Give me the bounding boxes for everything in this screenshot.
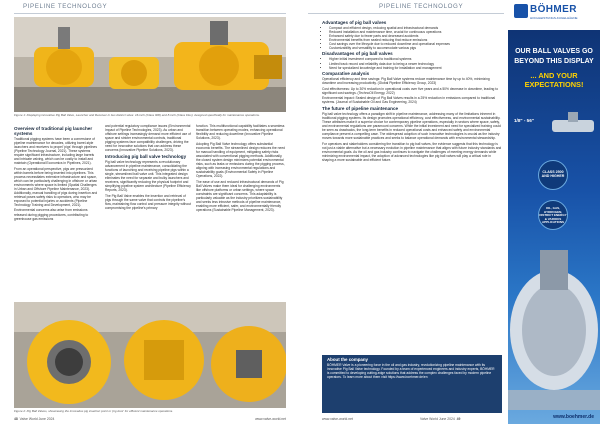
figure-1-photo xyxy=(14,17,286,112)
paragraph: function. This multifunctional capability facilitates a seamless transition between operating modes, enhancing operational flexibility and reducing downtime (Innovative Pipeline Solutions, 2023). xyxy=(196,124,285,141)
about-heading: About the company xyxy=(327,357,368,362)
right-page xyxy=(300,0,600,424)
list-item: • Compact and efficient design, reducing spatial and infrastructural demands xyxy=(329,26,502,30)
paragraph: Pig ball valve technology represents a revolutionary advancement in pipeline maintenance, consolidating the functions of launching and receiving pipeline pigs within a single, streamlined ball valve unit. This integrated design eliminates the need for separate and bulky launchers and receivers, significantly reducing the physical footprint and simplifying pipeline system architecture (Pipeline Efficiency Reports, 2023). xyxy=(105,159,191,193)
ad-brand: BÖHMER xyxy=(530,4,577,15)
paragraph: Pig ball valve technology offers a paradigm shift in pipeline maintenance, addressing many of the limitations inherent in traditional pigging systems. Its design promotes operational efficiency, cost effectiveness, and environmental sustainability. These attributes make it a superior choice for contemporary pipeline operations, especially in sectors where space, safety, and environmental regulations are paramount concerns. While the initial investment and need for specialized training could be seen as drawbacks, the long-term benefits in reduced operational costs and enhanced safety and environmental compliance present a compelling case. The widespread adoption of such innovative technologies is crucial as the industry moves towards more sustainable practices and seeks to balance operational demands with environmental stewardship. xyxy=(322,112,501,141)
list-item: • Enhanced safety due to fewer parts and decreased accidents xyxy=(329,34,502,38)
paragraph: and potential regulatory compliance issues (Environmental Impact of Pipeline Technologies, 2023). As urban and offshore settings increasingly demand more efficient use of space and stricter environmental controls, traditional pigging systems face compatibility challenges, driving the need for innovative solutions that can address these concerns (Innovative Pipeline Solutions, 2023). xyxy=(105,124,191,153)
footer-left xyxy=(14,417,54,421)
ad-headline-1: OUR BALL VALVES GO xyxy=(515,48,593,55)
list-item: • Higher initial investment compared to traditional systems xyxy=(329,57,502,61)
large-ball-valve-illustration xyxy=(508,240,600,410)
paragraph: Traditional pigging systems have been a cornerstone of pipeline maintenance for decades, utilizing barrel-style launchers and receivers to propel 'pigs' through pipelines (Pipeline Technology Journal, 2021). These systems require significant infrastructure, including large barrels and intricate valving, which can be costly to install and maintain (Operational Economics in Pipelines, 2021). xyxy=(14,136,97,165)
figure-1-caption: Figure 1: Displaying innovative Pig Ball Valve, Launcher and Receiver in two distinct sizes: 16-inch (Class 900) and 8-inch (Class Flex), designed specifically for maintenance operations. xyxy=(14,113,260,117)
boehmer-advertisement[interactable] xyxy=(508,0,600,424)
paragraph: Environmental impact: Sealed design of Pig Ball Valves results in a 25% reduction in emissions compared to traditional systems. (Journal of Sustainable Oil and Gas Engineering, 2024) xyxy=(322,96,496,105)
list-item: • Need for specialized knowledge and training for installation and management xyxy=(329,66,502,70)
paragraph: The ease of use and reduced infrastructural demands of Pig Ball Valves make them ideal for challenging environments like offshore platforms or urban settings, where space constraints are significant concerns. This adaptability is particularly valuable as the industry prioritizes sustainability and seeks less intrusive methods of pipeline maintenance, enabling more efficient, safer, and environmentally friendly operations (Sustainable Pipeline Management, 2023). xyxy=(196,179,284,212)
footer-right xyxy=(420,417,460,421)
header-rule-right xyxy=(308,13,504,14)
column-2 xyxy=(105,124,191,211)
ad-headline-2: BEYOND THIS DISPLAY xyxy=(514,58,594,65)
paragraph: Operational efficiency and time savings: Pig Ball Valve systems reduce maintenance time by up to 40%, minimizing downtime and increasing productivity. (Global Pipeline Efficiency Group, 2023) xyxy=(322,77,490,86)
badge-class-2500: CLASS 2500 AND HIGHER xyxy=(538,160,568,190)
paragraph: Adopting Pig Ball Valve technology offers substantial economic benefits. The streamlined design reduces the need for manual handling of equipment, mitigating safety risks associated with conventional pigging methods. Additionally, the closed system design minimizes potential environmental risks, such as leaks or emissions during the pigging process, aligning with increasing environmental regulations and sustainability goals (Environmental Safety in Pipeline Operations, 2022). xyxy=(196,141,286,179)
advantages-heading: Advantages of pig ball valves xyxy=(322,19,387,25)
column-3 xyxy=(196,124,286,213)
paragraph: Environmental concerns also arise from emissions released during pigging procedures, contributing to greenhouse gas emissions xyxy=(14,208,89,221)
advantages-list xyxy=(322,26,502,50)
list-item: • Environmental benefits from sealed reducing that reduce emissions xyxy=(329,38,502,42)
ad-headline-3: ... AND YOUR EXPECTATIONS! xyxy=(524,71,584,89)
section-heading-introducing: Introducing pig ball valve technology xyxy=(105,153,187,159)
list-item: • Cost savings over the lifecycle due to reduced downtime and operational expenses xyxy=(329,42,502,46)
paragraph: For operators and stakeholders considering the transition to pig ball valves, the evidence suggests that this technology is not just a viable alternative but a necessary evolution in pipeline maintenance that aligns with future industry standards and environmental goals. As the oil and gas industry continues to navigate the challenges of meeting energy demands while minimizing environmental impact, the adoption of advanced technologies like pig ball valves will play a critical role in shaping a more sustainable and efficient future. xyxy=(322,141,502,163)
column-1 xyxy=(14,124,100,222)
figure-2-photo xyxy=(14,302,286,408)
section-heading-overview: Overview of traditional pig launcher systems xyxy=(14,125,93,136)
disadvantages-heading: Disadvantages of pig ball valves xyxy=(322,51,393,57)
footer-url-left[interactable]: www.valve-world.net xyxy=(255,417,286,421)
list-item: • Reduced installation and maintenance time, crucial for continuous operations xyxy=(329,30,502,34)
ad-size-label: 1/8" - 56" xyxy=(514,118,534,123)
pig-ball-valves-illustration xyxy=(14,302,286,408)
page-number-left: 48 xyxy=(14,417,18,421)
future-heading: The future of pipeline maintenance xyxy=(322,105,399,111)
badge-applications: OIL, GAS, HYDROGEN, DISTRICT ENERGY & VARIOUS APPLICATIONS xyxy=(538,200,568,230)
page-number-right: 49 xyxy=(456,417,461,421)
about-text: BÖHMER Valve is a pioneering force in the oil and gas industry, revolutionizing pipeline maintenance with its innovative Pig Ball Valve technology. Founded by a team of experienced engineers and industry experts, BÖHMER is committed to developing cutting-edge solutions that address the complex challenges faced by modern pipeline operators. To learn more about them visit https://www.boehmer.de/en xyxy=(327,363,495,379)
issue-label-right: Valve World June 2024 xyxy=(420,417,455,421)
right-text-column xyxy=(322,18,502,164)
about-company-box xyxy=(322,355,502,413)
footer-url-right[interactable]: www.valve-world.net xyxy=(322,417,353,421)
figure-2-caption: Figure 2: Pig Ball Valves, showcasing the innovative pig insertion point or 'pig door' for efficient maintenance operations. xyxy=(14,409,174,413)
issue-label-left: Valve World June 2024 xyxy=(19,417,55,421)
paragraph: Cost effectiveness: Up to 30% reduction in operational costs over five years and a 50% decrease in downtime, leading to significant cost savings. (TechnoOil Energy, 2022) xyxy=(322,86,499,95)
paragraph: From an operational perspective, pigs are pressurized within barrels before being inserted into pipelines. This process necessitates extensive infrastructure and space, which can be particularly challenging in offshore or urban environments where space is limited (Spatial Challenges in Urban and Offshore Pipeline Maintenance, 2023). Additionally, manual handling of pigs during insertion and retrieval poses safety risks to operators, who may be exposed to potential injuries or accidents (Pipeline Technology Training and Development, 2021). xyxy=(14,166,98,207)
page-header-left: PIPELINE TECHNOLOGY xyxy=(23,3,108,10)
list-item: • Limited track record and reliability data due to being a newer technology xyxy=(329,62,502,66)
paragraph: The Pig Ball Valve enables the insertion and retrieval of pigs through the same valve that controls the pipeline's flow, maintaining flow control and pressure integrity without compromising the pipeline's primary xyxy=(105,193,191,210)
valve-launcher-illustration xyxy=(14,17,286,112)
list-item: • Customizability and versatility to accommodate various pigs xyxy=(329,46,502,50)
ad-url[interactable]: www.boehmer.de xyxy=(553,414,594,420)
ad-brand-sub: HOCHLEISTUNGS-KUGELHÄHNE xyxy=(530,16,578,20)
small-valve-icon xyxy=(548,110,598,140)
header-rule-left xyxy=(14,13,286,14)
brand-logo-icon xyxy=(514,4,528,18)
comparative-heading: Comparative analysis xyxy=(322,71,370,77)
page-header-right: PIPELINE TECHNOLOGY xyxy=(379,3,464,10)
disadvantages-list xyxy=(322,57,502,69)
